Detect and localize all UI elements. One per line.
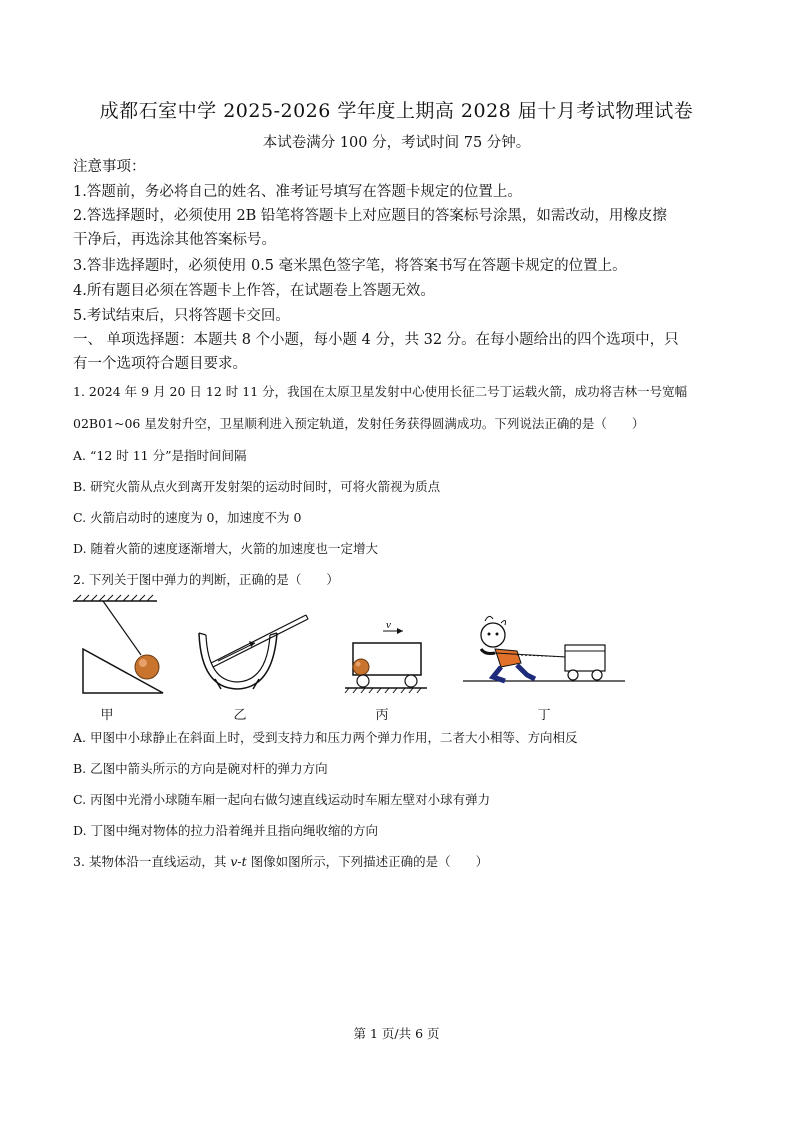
q2-option-b: B. 乙图中箭头所示的方向是碗对杆的弹力方向 <box>73 761 328 776</box>
q1-option-b: B. 研究火箭从点火到离开发射架的运动时间时，可将火箭视为质点 <box>73 479 441 494</box>
notice-item-3: 3.答非选择题时，必须使用 0.5 毫米黑色签字笔，将答案书写在答题卡规定的位置上。 <box>73 258 627 274</box>
q2-figures <box>65 593 635 703</box>
figure-jia <box>73 595 163 693</box>
section1-heading: 一、 单项选择题：本题共 8 个小题，每小题 4 分，共 32 分。在每小题给出的四个选项中，只 <box>73 332 679 348</box>
figure-label-bing: 丙 <box>375 708 389 723</box>
q3-stem-suffix: 图像如图所示，下列描述正确的是（ ） <box>246 854 489 869</box>
q2-option-d: D. 丁图中绳对物体的拉力沿着绳并且指向绳收缩的方向 <box>73 823 379 838</box>
velocity-label: v <box>386 619 391 631</box>
q1-option-a: A. “12 时 11 分”是指时间间隔 <box>73 448 247 463</box>
exam-subtitle: 本试卷满分 100 分，考试时间 75 分钟。 <box>262 135 531 151</box>
notice-item-2-cont: 干净后，再选涂其他答案标号。 <box>73 232 276 248</box>
exam-title: 成都石室中学 2025-2026 学年度上期高 2028 届十月考试物理试卷 <box>99 100 694 122</box>
figure-label-ding: 丁 <box>537 708 551 723</box>
figure-label-yi: 乙 <box>233 708 247 723</box>
q1-option-c: C. 火箭启动时的速度为 0，加速度不为 0 <box>73 510 302 525</box>
figure-bing <box>345 619 427 693</box>
notice-item-2: 2.答选择题时，必须使用 2B 铅笔将答题卡上对应题目的答案标号涂黑，如需改动，用橡皮擦 <box>73 208 667 224</box>
notice-item-5: 5.考试结束后，只将答题卡交回。 <box>73 308 290 324</box>
notice-item-1: 1.答题前，务必将自己的姓名、准考证号填写在答题卡规定的位置上。 <box>73 184 522 200</box>
q1-stem-line2: 02B01~06 星发射升空，卫星顺利进入预定轨道，发射任务获得圆满成功。下列说法正确的是（ ） <box>73 416 645 431</box>
figure-yi <box>199 615 308 689</box>
figure-ding <box>463 616 625 681</box>
page-footer: 第 1 页/共 6 页 <box>353 1026 440 1041</box>
section1-heading-cont: 有一个选项符合题目要求。 <box>73 356 247 372</box>
figure-label-jia: 甲 <box>100 708 114 723</box>
notice-heading: 注意事项： <box>73 159 146 175</box>
q3-stem-prefix: 3. 某物体沿一直线运动，其 <box>73 854 231 869</box>
q1-option-d: D. 随着火箭的速度逐渐增大，火箭的加速度也一定增大 <box>73 541 379 556</box>
q1-stem-line1: 1. 2024 年 9 月 20 日 12 时 11 分，我国在太原卫星发射中心使用长征二号丁运载火箭，成功将吉林一号宽幅 <box>73 384 688 399</box>
q2-option-c: C. 丙图中光滑小球随车厢一起向右做匀速直线运动时车厢左壁对小球有弹力 <box>73 792 491 807</box>
q3-stem <box>73 852 733 872</box>
notice-item-4: 4.所有题目必须在答题卡上作答，在试题卷上答题无效。 <box>73 283 435 299</box>
q2-option-a: A. 甲图中小球静止在斜面上时，受到支持力和压力两个弹力作用，二者大小相等、方向相反 <box>73 730 578 745</box>
q2-stem: 2. 下列关于图中弹力的判断，正确的是（ ） <box>73 572 339 587</box>
q3-stem-variable: v-t <box>230 854 247 869</box>
